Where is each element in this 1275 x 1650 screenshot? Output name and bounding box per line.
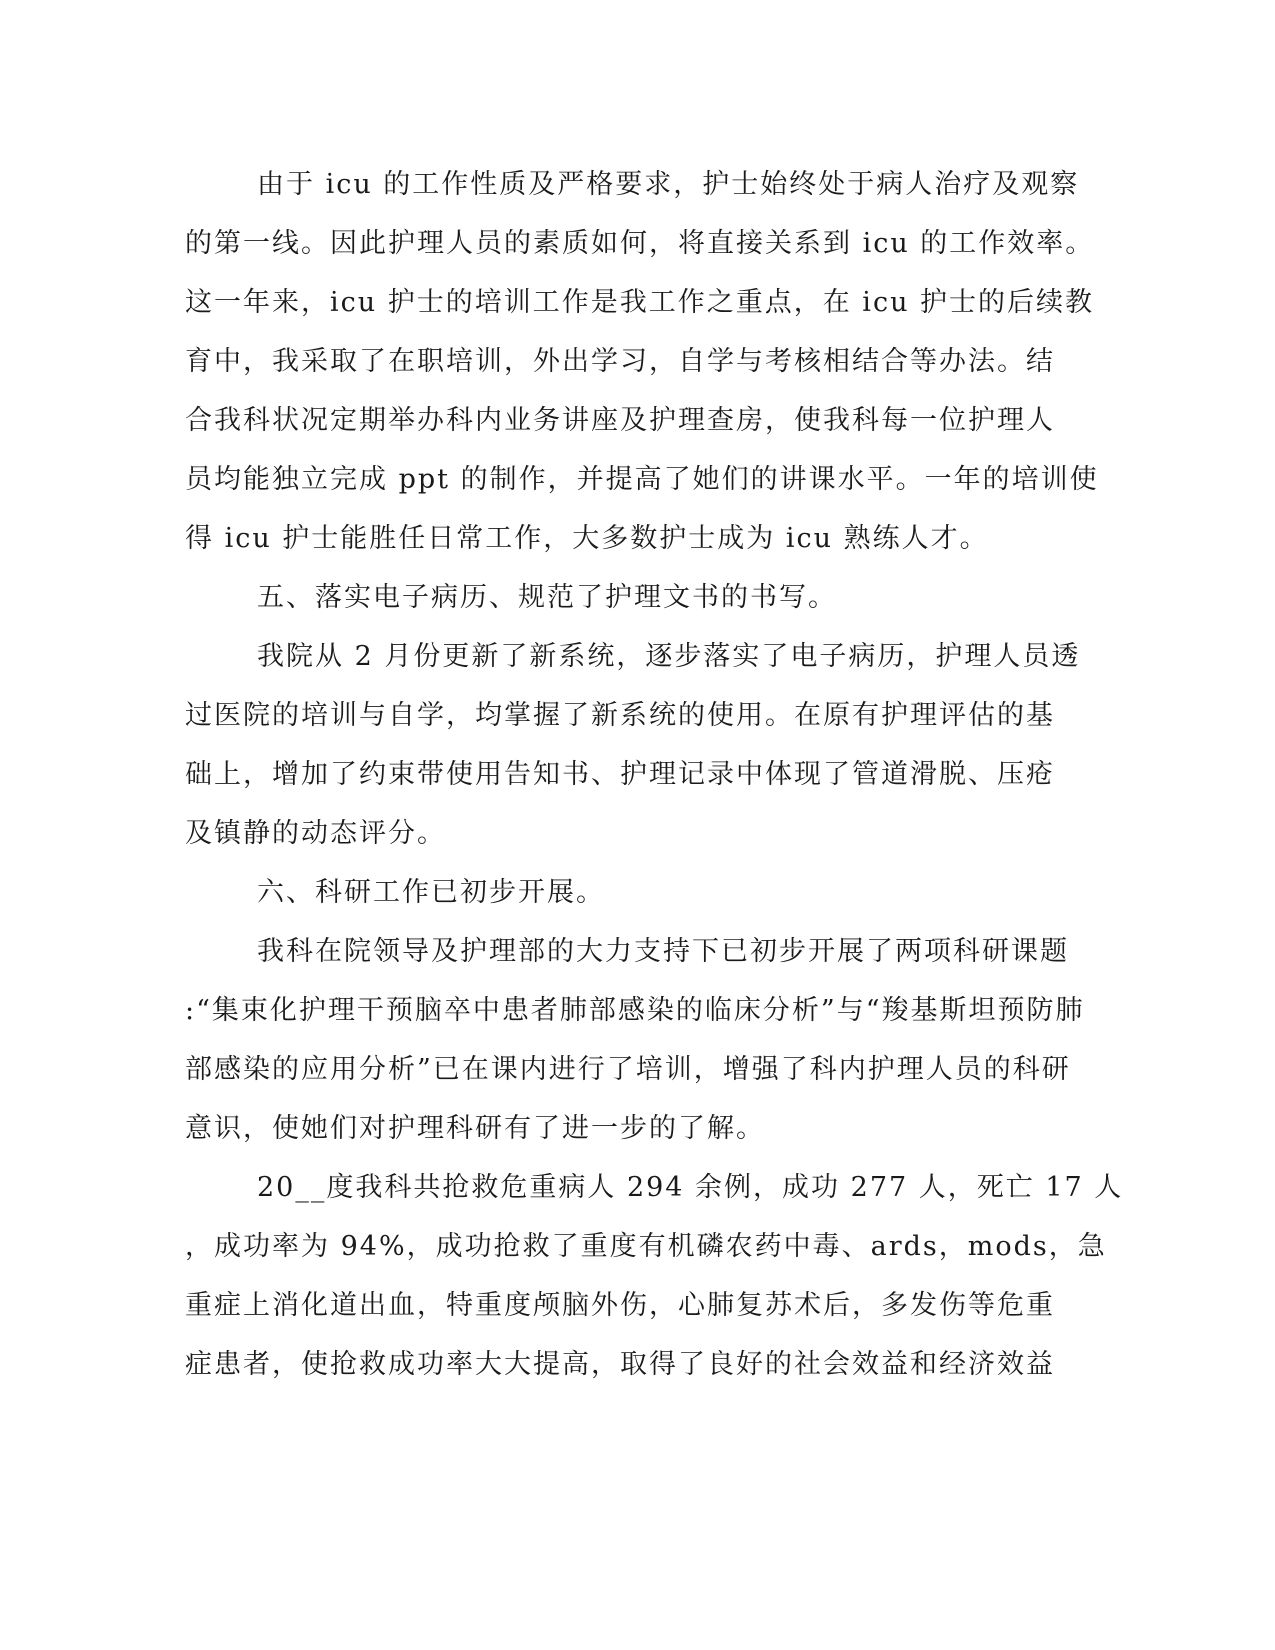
text-line: 部感染的应用分析”已在课内进行了培训，增强了科内护理人员的科研: [185, 1054, 1071, 1085]
text-line: :“集束化护理干预脑卒中患者肺部感染的临床分析”与“羧基斯坦预防肺: [185, 995, 1085, 1026]
text-line: 症患者，使抢救成功率大大提高，取得了良好的社会效益和经济效益: [185, 1349, 1055, 1380]
text-line: 我科在院领导及护理部的大力支持下已初步开展了两项科研课题: [257, 936, 1069, 967]
text-line: 础上，增加了约束带使用告知书、护理记录中体现了管道滑脱、压疮: [185, 759, 1055, 790]
text-line: 重症上消化道出血，特重度颅脑外伤，心肺复苏术后，多发伤等危重: [185, 1290, 1055, 1321]
text-line: 意识，使她们对护理科研有了进一步的了解。: [185, 1113, 765, 1144]
text-line: 我院从 2 月份更新了新系统，逐步落实了电子病历，护理人员透: [257, 641, 1081, 672]
text-line: 合我科状况定期举办科内业务讲座及护理查房，使我科每一位护理人: [185, 405, 1055, 436]
text-line: 这一年来，icu 护士的培训工作是我工作之重点，在 icu 护士的后续教: [185, 287, 1095, 318]
text-line: 过医院的培训与自学，均掌握了新系统的使用。在原有护理评估的基: [185, 700, 1055, 731]
document-body: [185, 155, 1124, 1394]
text-line: ，成功率为 94%，成功抢救了重度有机磷农药中毒、ards，mods，急: [185, 1231, 1107, 1262]
section-heading: 五、落实电子病历、规范了护理文书的书写。: [257, 582, 837, 613]
section-heading: 六、科研工作已初步开展。: [257, 877, 605, 908]
text-line: 及镇静的动态评分。: [185, 818, 446, 849]
text-line: 员均能独立完成 ppt 的制作，并提高了她们的讲课水平。一年的培训使: [185, 464, 1099, 495]
text-line: 由于 icu 的工作性质及严格要求，护士始终处于病人治疗及观察: [257, 169, 1080, 200]
text-line: 得 icu 护士能胜任日常工作，大多数护士成为 icu 熟练人才。: [185, 523, 989, 554]
text-line: 的第一线。因此护理人员的素质如何，将直接关系到 icu 的工作效率。: [185, 228, 1095, 259]
text-line: 20__度我科共抢救危重病人 294 余例，成功 277 人，死亡 17 人: [257, 1172, 1124, 1203]
text-line: 育中，我采取了在职培训，外出学习，自学与考核相结合等办法。结: [185, 346, 1055, 377]
